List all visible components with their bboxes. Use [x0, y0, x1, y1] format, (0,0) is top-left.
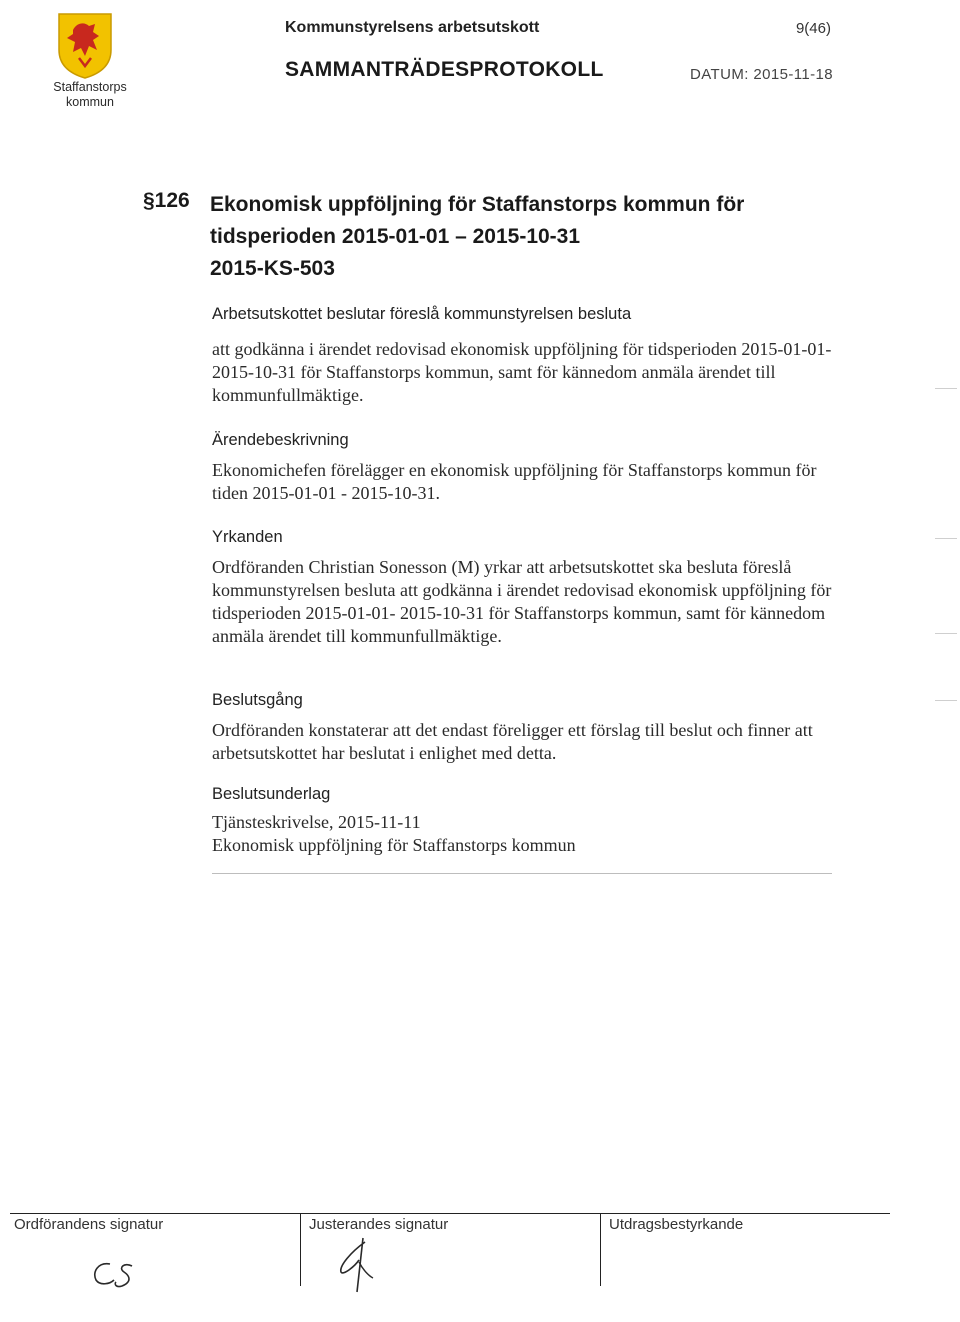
basis-item: Tjänsteskrivelse, 2015-11-11 [212, 812, 421, 832]
procedure-text: Ordföranden konstaterar att det endast föreligger ett förslag till beslut och finner att arbetsutskottet har beslutat i enlighet med detta. [212, 720, 813, 763]
municipality-coat-of-arms [55, 10, 115, 80]
decision-text: att godkänna i ärendet redovisad ekonomisk uppföljning för tidsperioden 2015-01-01- 2015-10-31 för Staffanstorps kommun, samt för kännedom anmäla ärendet till kommunfullmäktige. [212, 339, 832, 405]
certified-label: Utdragsbestyrkande [609, 1216, 744, 1233]
item-title-line1: Ekonomisk uppföljning för Staffanstorps kommun för [210, 193, 745, 216]
logo-caption-line2: kommun [66, 95, 114, 109]
scan-artifact [935, 538, 957, 539]
logo-caption-line1: Staffanstorps [53, 80, 127, 94]
paragraph-number: §126 [143, 189, 190, 212]
chair-initials-signature [88, 1254, 148, 1294]
item-heading [210, 189, 850, 285]
meeting-date: DATUM: 2015-11-18 [690, 66, 833, 83]
motions-text: Ordföranden Christian Sonesson (M) yrkar att arbetsutskottet ska besluta föreslå kommunstyrelsen besluta att godkänna i ärendet redovisad ekonomisk uppföljning för tidsperioden 2015-01-01- 2015-10-31 för Staffanstorps kommun, samt för kännedom anmäla ärendet till kommunfullmäktige. [212, 557, 832, 646]
scan-artifact [935, 700, 957, 701]
document-title: SAMMANTRÄDESPROTOKOLL [285, 58, 604, 81]
adjuster-initials-signature [329, 1232, 379, 1296]
description-text: Ekonomichefen förelägger en ekonomisk uppföljning för Staffanstorps kommun för tiden 2015-01-01 - 2015-10-31. [212, 460, 817, 503]
decision-label: Arbetsutskottet beslutar föreslå kommunstyrelsen besluta [212, 305, 632, 323]
procedure-label: Beslutsgång [212, 691, 303, 709]
page-number: 9(46) [795, 20, 831, 37]
chair-signature-label: Ordförandens signatur [14, 1216, 164, 1233]
case-number: 2015-KS-503 [210, 257, 335, 280]
adjuster-signature-label: Justerandes signatur [309, 1216, 449, 1233]
scan-artifact [935, 633, 957, 634]
basis-item: Ekonomisk uppföljning för Staffanstorps kommun [212, 835, 576, 855]
item-title-line2: tidsperioden 2015-01-01 – 2015-10-31 [210, 225, 581, 248]
scan-artifact [935, 388, 957, 389]
content-divider [212, 873, 832, 874]
chair-signature-box [10, 1214, 300, 1286]
signature-footer [10, 1213, 890, 1314]
basis-list [212, 811, 832, 857]
organization-unit: Kommunstyrelsens arbetsutskott [285, 19, 540, 36]
adjuster-signature-box [300, 1214, 601, 1286]
basis-label: Beslutsunderlag [212, 785, 331, 803]
logo-caption [30, 80, 150, 110]
description-label: Ärendebeskrivning [212, 431, 349, 449]
motions-label: Yrkanden [212, 528, 283, 546]
certified-box [600, 1214, 891, 1286]
